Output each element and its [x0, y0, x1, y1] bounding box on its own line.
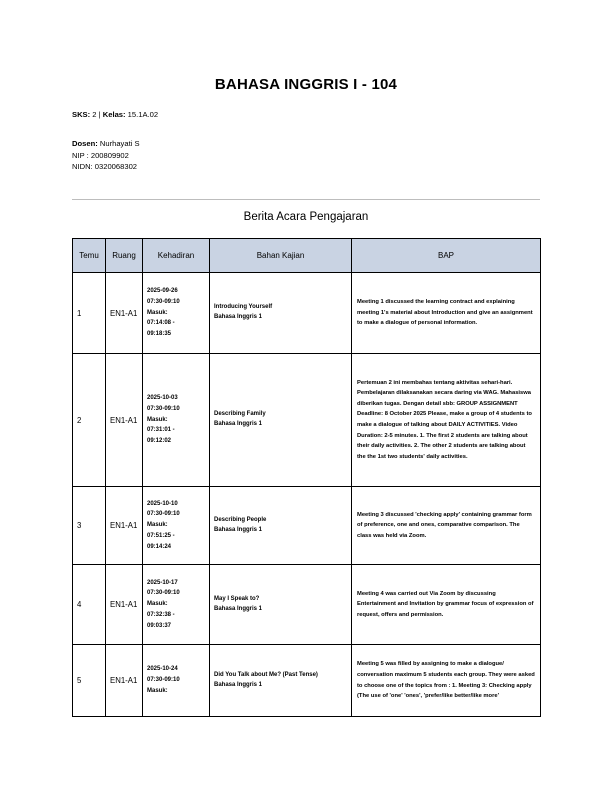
topic: Describing Family: [214, 411, 266, 418]
attendance-time: 07:30-09:10: [147, 677, 180, 684]
attendance-date: 2025-10-17: [147, 579, 178, 586]
masuk-time: 07:51:25 -: [147, 532, 175, 539]
bap-table: [72, 238, 541, 717]
cell-bahan-kajian: [210, 565, 352, 645]
attendance-time: 07:30-09:10: [147, 298, 180, 305]
cell-temu: 2: [73, 354, 106, 487]
cell-bap: Meeting 4 was carried out Via Zoom by discussing Entertainment and Invitation by grammar focus of expression of request, offers and permission.: [352, 565, 541, 645]
header-bap: BAP: [352, 239, 541, 273]
table-row: [73, 487, 541, 565]
subject: Bahasa Inggris 1: [214, 314, 263, 320]
lecturer-info: [72, 138, 140, 173]
attendance-date: 2025-10-10: [147, 500, 178, 507]
cell-ruang: EN1-A1: [106, 565, 143, 645]
subject: Bahasa Inggris 1: [214, 681, 263, 688]
divider: [72, 199, 540, 200]
cell-ruang: EN1-A1: [106, 354, 143, 487]
dosen-value: Nurhayati S: [99, 139, 140, 148]
keluar-time: 09:18:35: [147, 331, 172, 338]
header-ruang: Ruang: [106, 239, 143, 273]
nip: NIP : 200809902: [72, 150, 129, 160]
cell-bap: Meeting 3 discussed 'checking apply' containing grammar form of preference, one and ones, comparative comparison. The class was held via Zoom.: [352, 487, 541, 565]
page-title: BAHASA INGGRIS I - 104: [214, 76, 398, 93]
masuk-label: Masuk:: [147, 601, 168, 608]
sks-label: SKS:: [72, 110, 91, 119]
subject: Bahasa Inggris 1: [214, 605, 263, 612]
cell-ruang: EN1-A1: [106, 273, 143, 354]
cell-temu: 5: [73, 645, 106, 717]
attendance-time: 07:30-09:10: [147, 405, 180, 412]
cell-kehadiran: [143, 273, 210, 354]
cell-bahan-kajian: [210, 273, 352, 354]
topic: Did You Talk about Me? (Past Tense): [214, 671, 318, 678]
subject: Bahasa Inggris 1: [214, 421, 263, 427]
cell-bahan-kajian: [210, 354, 352, 487]
masuk-time: 07:31:01 -: [147, 427, 175, 434]
keluar-time: 09:14:24: [147, 543, 172, 550]
attendance-time: 07:30-09:10: [147, 590, 180, 597]
masuk-label: Masuk:: [147, 416, 168, 423]
masuk-time: 07:14:08 -: [147, 320, 175, 327]
cell-ruang: EN1-A1: [106, 487, 143, 565]
table-row: [73, 645, 541, 717]
cell-bap: Pertemuan 2 ini membahas tentang aktivitas sehari-hari. Pembelajaran dilaksanakan secara daring via WAG. Mahasiswa diberikan tugas. Dengan detail sbb: GROUP ASSIGNMENT Deadline: 8 October 2025 Please, make a group of 4 students to make a dialogue of talking about DAILY ACTIVITIES. Video Duration: 2-5 minutes. 1. The first 2 students are talking about their daily activities. 2. The other 2 students are talking about the the 1st two students' daily activities.: [352, 354, 541, 487]
dosen-label: Dosen:: [72, 139, 98, 148]
topic: Describing People: [214, 516, 267, 523]
topic: Introducing Yourself: [214, 304, 273, 311]
topic: May I Speak to?: [214, 595, 260, 602]
cell-kehadiran: [143, 487, 210, 565]
masuk-label: Masuk:: [147, 309, 168, 316]
cell-ruang: EN1-A1: [106, 645, 143, 717]
info-separator: |: [98, 110, 101, 119]
table-header-row: [73, 239, 541, 273]
kelas-value: 15.1A.02: [127, 110, 159, 119]
header-temu: Temu: [73, 239, 106, 273]
keluar-time: 09:03:37: [147, 622, 172, 629]
masuk-label: Masuk:: [147, 687, 168, 694]
table-row: [73, 273, 541, 354]
masuk-time: 07:32:38 -: [147, 611, 175, 618]
cell-kehadiran: [143, 354, 210, 487]
nidn: NIDN: 0320068302: [72, 162, 138, 171]
cell-kehadiran: [143, 565, 210, 645]
cell-bahan-kajian: [210, 645, 352, 717]
kelas-label: Kelas:: [102, 110, 126, 119]
cell-bap: Meeting 5 was filled by assigning to make a dialogue/ conversation maximum 5 students each group. They were asked to choose one of the topics from : 1. Meeting 3: Checking apply (The use of 'one' 'ones', 'prefer/like better/like more': [352, 645, 541, 717]
course-info: [72, 109, 158, 121]
table-row: [73, 354, 541, 487]
cell-temu: 1: [73, 273, 106, 354]
masuk-label: Masuk:: [147, 522, 168, 529]
sks-value: 2: [92, 110, 97, 119]
cell-temu: 3: [73, 487, 106, 565]
header-kehadiran: Kehadiran: [143, 239, 210, 273]
attendance-date: 2025-10-03: [147, 395, 178, 401]
cell-kehadiran: [143, 645, 210, 717]
attendance-date: 2025-10-24: [147, 666, 178, 673]
cell-temu: 4: [73, 565, 106, 645]
cell-bap: Meeting 1 discussed the learning contract and explaining meeting 1's material about Introduction and give an assignment to make a dialogue of personal information.: [352, 273, 541, 354]
attendance-date: 2025-09-26: [147, 288, 178, 294]
table-row: [73, 565, 541, 645]
attendance-time: 07:30-09:10: [147, 511, 180, 518]
keluar-time: 09:12:02: [147, 438, 172, 445]
section-title: Berita Acara Pengajaran: [243, 211, 369, 223]
cell-bahan-kajian: [210, 487, 352, 565]
subject: Bahasa Inggris 1: [214, 526, 263, 533]
header-bahan-kajian: Bahan Kajian: [210, 239, 352, 273]
